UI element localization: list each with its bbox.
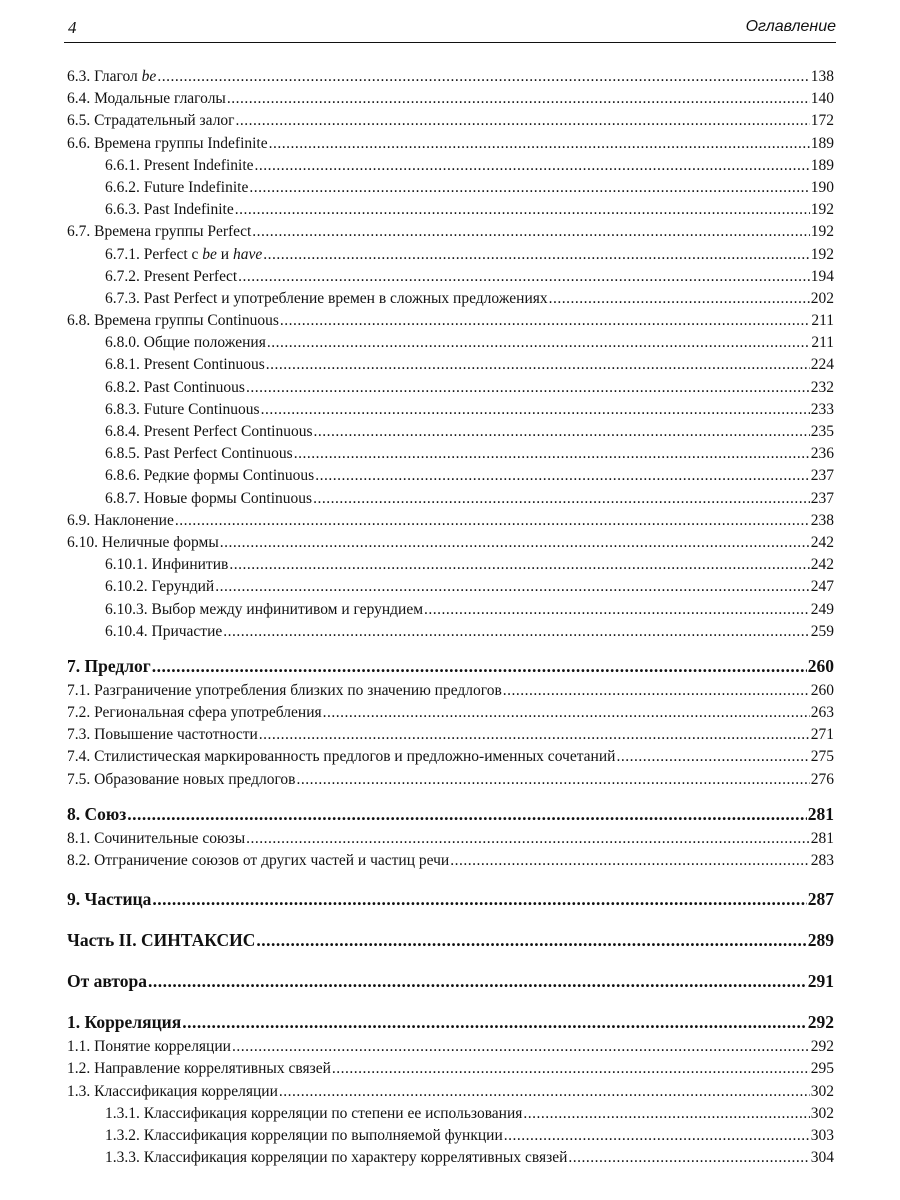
dot-leader [568, 1147, 809, 1169]
toc-entry [67, 828, 834, 850]
toc-entry-title: Часть II. СИНТАКСИС [67, 930, 256, 951]
toc-entry-title: 6.7.3. Past Perfect и употребление времен в сложных предложениях [105, 289, 548, 307]
toc-entry [67, 621, 834, 643]
toc-entry-page: 140 [810, 90, 834, 108]
toc-entry-page: 259 [810, 622, 834, 640]
toc-entry-title: 6.3. Глагол be [67, 68, 157, 85]
toc-entry-page: 281 [810, 829, 834, 847]
toc-entry-page: 189 [810, 134, 834, 152]
dot-leader [279, 1081, 810, 1103]
toc-entry [67, 177, 834, 199]
toc-entry [67, 724, 834, 746]
dot-leader [256, 927, 806, 954]
toc-entry-page: 275 [810, 748, 834, 766]
toc-entry-title: 8.1. Сочинительные союзы [67, 829, 246, 847]
toc-entry-page: 192 [810, 201, 834, 219]
dot-leader [246, 828, 810, 850]
toc-entry-page: 295 [810, 1060, 834, 1078]
dot-leader [182, 1009, 807, 1036]
toc-entry-page: 242 [810, 533, 834, 551]
toc-entry-page: 192 [810, 245, 834, 263]
dot-leader [266, 354, 810, 376]
toc-entry-title: 6.5. Страдательный залог [67, 112, 235, 130]
toc-entry-page: 237 [810, 489, 834, 507]
toc-entry [67, 554, 834, 576]
toc-entry-page: 263 [810, 704, 834, 722]
dot-leader [523, 1103, 809, 1125]
toc-entry-page: 260 [807, 655, 834, 676]
toc-entry [67, 133, 834, 155]
toc-entry [67, 221, 834, 243]
toc-entry-page: 302 [810, 1082, 834, 1100]
toc-entry-title: 7.2. Региональная сфера употребления [67, 704, 322, 722]
dot-leader [152, 653, 807, 680]
dot-leader [323, 702, 810, 724]
dot-leader [220, 532, 810, 554]
toc-entry-page: 276 [810, 770, 834, 788]
dot-leader [267, 332, 810, 354]
toc-entry-page: 242 [810, 556, 834, 574]
toc-part [67, 927, 834, 954]
toc-entry-page: 237 [810, 467, 834, 485]
dot-leader [504, 1125, 810, 1147]
toc-entry-page: 189 [810, 156, 834, 174]
toc-entry-title: 6.6.3. Past Indefinite [105, 201, 234, 219]
dot-leader [269, 133, 810, 155]
toc-entry-title: 1.3.3. Классификация корреляции по характеру коррелятивных связей [105, 1149, 568, 1167]
toc-entry [67, 1036, 834, 1058]
dot-leader [313, 488, 810, 510]
toc-entry [67, 465, 834, 487]
toc-entry [67, 110, 834, 132]
dot-leader [549, 288, 810, 310]
dot-leader [263, 244, 810, 266]
page-number: 4 [68, 18, 77, 37]
toc-entry-title: 7.4. Стилистическая маркированность предлогов и предложно-именных сочетаний [67, 748, 616, 766]
dot-leader [215, 576, 810, 598]
toc-entry-title: 6.10. Неличные формы [67, 533, 219, 551]
toc-entry-title: 1.2. Направление коррелятивных связей [67, 1060, 331, 1078]
dot-leader [315, 465, 810, 487]
toc-entry [67, 288, 834, 310]
toc-chapter [67, 653, 834, 680]
toc-entry-title: От автора [67, 971, 147, 992]
dot-leader [236, 110, 810, 132]
toc-entry [67, 1147, 834, 1169]
dot-leader [235, 199, 810, 221]
toc-entry-page: 238 [810, 511, 834, 529]
dot-leader [616, 746, 809, 768]
dot-leader [227, 88, 810, 110]
toc-entry-title: 6.6.1. Present Indefinite [105, 156, 254, 174]
dot-leader [148, 968, 807, 995]
toc-entry-page: 260 [810, 681, 834, 699]
toc-entry-page: 233 [810, 400, 834, 418]
toc-entry [67, 199, 834, 221]
toc-entry [67, 88, 834, 110]
dot-leader [503, 680, 810, 702]
dot-leader [297, 769, 810, 791]
toc-entry [67, 1058, 834, 1080]
toc-entry [67, 332, 834, 354]
toc-entry-title: 6.10.3. Выбор между инфинитивом и герундием [105, 600, 424, 618]
toc-entry [67, 599, 834, 621]
toc-entry-title: 7. Предлог [67, 655, 151, 676]
toc-entry [67, 746, 834, 768]
dot-leader [294, 443, 810, 465]
toc-entry-page: 292 [810, 1038, 834, 1056]
toc-entry-title: 6.6. Времена группы Indefinite [67, 134, 268, 152]
toc-entry-title: 6.4. Модальные глаголы [67, 90, 226, 108]
toc-entry-title: 6.9. Наклонение [67, 511, 174, 529]
toc-entry-page: 211 [811, 312, 834, 330]
toc-entry [67, 266, 834, 288]
toc-entry [67, 244, 834, 266]
toc-entry-page: 247 [810, 578, 834, 596]
dot-leader [424, 599, 810, 621]
toc-entry [67, 377, 834, 399]
toc-entry [67, 399, 834, 421]
toc-entry-title: 1.3. Классификация корреляции [67, 1082, 278, 1100]
toc-entry [67, 1125, 834, 1147]
toc-entry-title: 6.8.5. Past Perfect Continuous [105, 445, 293, 463]
toc-entry-page: 224 [810, 356, 834, 374]
toc-entry-title: 1.3.2. Классификация корреляции по выполняемой функции [105, 1126, 503, 1144]
toc-entry [67, 155, 834, 177]
toc-entry-title: 9. Частица [67, 889, 152, 910]
toc-entry-title: 6.8.0. Общие положения [105, 334, 266, 352]
toc-entry-page: 291 [807, 971, 834, 992]
toc-entry [67, 769, 834, 791]
toc-entry [67, 310, 834, 332]
toc-entry [67, 488, 834, 510]
toc-entry-page: 232 [810, 378, 834, 396]
toc-entry-page: 271 [810, 726, 834, 744]
toc-entry [67, 850, 834, 872]
dot-leader [157, 66, 809, 88]
dot-leader [249, 177, 809, 199]
toc-entry [67, 1081, 834, 1103]
toc-chapter [67, 968, 834, 995]
toc-entry [67, 421, 834, 443]
toc-entry-title: 6.8.3. Future Continuous [105, 400, 260, 418]
toc-entry-title: 6.7. Времена группы Perfect [67, 223, 252, 241]
toc-entry-title: 6.8.1. Present Continuous [105, 356, 265, 374]
toc-entry-title: 6.10.1. Инфинитив [105, 556, 229, 574]
toc-entry-page: 249 [810, 600, 834, 618]
dot-leader [175, 510, 810, 532]
toc-entry-title: 6.10.4. Причастие [105, 622, 223, 640]
dot-leader [246, 377, 810, 399]
toc-entry-title: 6.8.7. Новые формы Continuous [105, 489, 313, 507]
toc-entry-page: 190 [810, 178, 834, 196]
toc-entry-title: 7.3. Повышение частотности [67, 726, 258, 744]
dot-leader [314, 421, 810, 443]
toc-entry [67, 66, 834, 88]
toc-entry-page: 281 [807, 803, 834, 824]
toc-entry [67, 510, 834, 532]
toc-entry-page: 235 [810, 423, 834, 440]
toc-entry-title: 6.10.2. Герундий [105, 578, 215, 596]
toc-entry-title: 7.1. Разграничение употребления близких по значению предлогов [67, 681, 502, 699]
dot-leader [332, 1058, 810, 1080]
toc-entry [67, 702, 834, 724]
toc-entry-title: 6.6.2. Future Indefinite [105, 178, 249, 196]
toc-entry-page: 289 [807, 930, 834, 951]
toc-entry-page: 292 [807, 1012, 834, 1033]
dot-leader [259, 724, 810, 746]
toc-chapter [67, 886, 834, 913]
toc-entry-page: 138 [810, 68, 834, 85]
toc-entry-page: 236 [810, 445, 834, 463]
dot-leader [450, 850, 810, 872]
toc-entry-page: 303 [810, 1126, 834, 1144]
toc-entry-page: 302 [810, 1104, 834, 1122]
toc-chapter [67, 801, 834, 828]
running-title: Оглавление [745, 18, 836, 35]
toc-entry [67, 354, 834, 376]
dot-leader [232, 1036, 810, 1058]
toc-entry-title: 6.8.2. Past Continuous [105, 378, 245, 396]
dot-leader [127, 801, 806, 828]
toc-entry-title: 6.7.2. Present Perfect [105, 267, 238, 285]
toc-entry-title: 6.7.1. Perfect с be и have [105, 245, 263, 263]
toc-entry-page: 202 [810, 289, 834, 307]
toc-entry-title: 1.3.1. Классификация корреляции по степени ее использования [105, 1104, 523, 1122]
toc-entry-title: 8. Союз [67, 803, 127, 824]
toc-entry-title: 1. Корреляция [67, 1012, 182, 1033]
toc-entry [67, 443, 834, 465]
dot-leader [255, 155, 810, 177]
toc-entry-page: 194 [810, 267, 834, 285]
dot-leader [152, 886, 806, 913]
toc-entry-page: 304 [810, 1149, 834, 1167]
toc-entry-title: 6.8.4. Present Perfect Continuous [105, 423, 313, 440]
dot-leader [223, 621, 810, 643]
dot-leader [261, 399, 810, 421]
toc-entry-page: 192 [810, 223, 834, 241]
toc-entry-title: 6.8.6. Редкие формы Continuous [105, 467, 315, 485]
toc-entry [67, 680, 834, 702]
toc-entry-title: 8.2. Отграничение союзов от других частей и частиц речи [67, 852, 450, 869]
dot-leader [238, 266, 810, 288]
toc-chapter [67, 1009, 834, 1036]
dot-leader [280, 310, 810, 332]
toc-entry-page: 211 [811, 334, 834, 352]
toc-entry [67, 576, 834, 598]
toc-entry-title: 7.5. Образование новых предлогов [67, 770, 296, 788]
toc-entry-title: 6.8. Времена группы Continuous [67, 312, 279, 330]
toc-entry [67, 532, 834, 554]
dot-leader [252, 221, 809, 243]
toc-entry-page: 287 [807, 889, 834, 910]
toc-entry-title: 1.1. Понятие корреляции [67, 1038, 231, 1056]
toc-entry-page: 283 [810, 852, 834, 869]
dot-leader [229, 554, 809, 576]
table-of-contents [67, 66, 834, 1169]
toc-entry-page: 172 [810, 112, 834, 130]
toc-entry [67, 1103, 834, 1125]
page-header [64, 16, 836, 43]
